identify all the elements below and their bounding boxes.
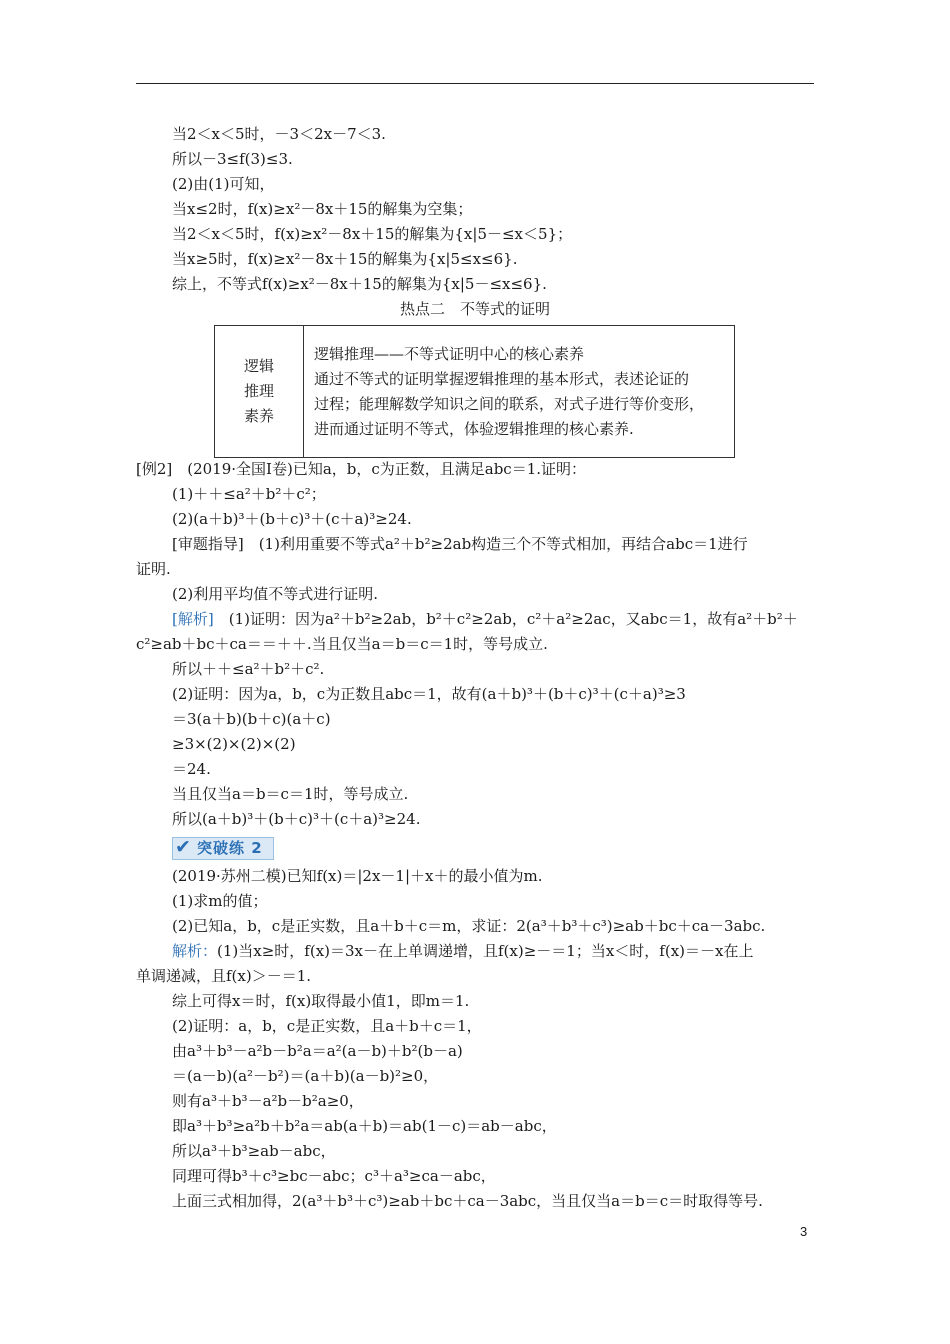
text-line: (2019·苏州二模)已知f(x)＝|2x－1|＋x＋的最小值为m. <box>172 867 543 885</box>
literacy-table <box>214 325 735 458</box>
text-line: (2)由(1)可知， <box>172 175 275 193</box>
text-line: 综上，不等式f(x)≥x²－8x＋15的解集为{x|5－≤x≤6}. <box>172 275 547 293</box>
body-line: 通过不等式的证明掌握逻辑推理的基本形式，表述论证的 <box>314 369 690 388</box>
text-line: 即a³＋b³≥a²b＋b²a＝ab(a＋b)＝ab(1－c)＝ab－abc， <box>172 1117 557 1135</box>
text-line: (1)＋＋≤a²＋b²＋c²； <box>172 485 326 503</box>
badge-label: 突破练 2 <box>197 839 263 857</box>
text-line: 当x≤2时，f(x)≥x²－8x＋15的解集为空集； <box>172 200 473 218</box>
text-line: 所以＋＋≤a²＋b²＋c². <box>172 660 325 678</box>
body-line: 过程；能理解数学知识之间的联系，对式子进行等价变形， <box>314 394 705 413</box>
text-line: (1)求m的值； <box>172 892 268 910</box>
text-line: 证明. <box>136 560 171 578</box>
text-line: 当2＜x＜5时，－3＜2x－7＜3. <box>172 125 386 143</box>
text-line: (2)(a＋b)³＋(b＋c)³＋(c＋a)³≥24. <box>172 510 412 528</box>
header-line: 推理 <box>243 382 274 400</box>
text-line: 所以－3≤f(3)≤3. <box>172 150 293 168</box>
example-heading: [例2] (2019·全国Ⅰ卷)已知a，b，c为正数，且满足abc＝1.证明： <box>136 460 587 478</box>
answer-text: (1)当x≥时，f(x)＝3x－在上单调递增，且f(x)≥－＝1；当x＜时，f(x)＝－x在上 <box>217 942 754 960</box>
header-rule <box>136 83 814 84</box>
text-line: 所以a³＋b³≥ab－abc， <box>172 1142 336 1160</box>
text-line: 当x≥5时，f(x)≥x²－8x＋15的解集为{x|5≤x≤6}. <box>172 250 518 268</box>
solution-tag: [解析] <box>172 610 214 628</box>
text-line: 则有a³＋b³－a²b－b²a≥0， <box>172 1092 364 1110</box>
page-number: 3 <box>800 1224 808 1239</box>
text-line: (2)证明：a，b，c是正实数，且a＋b＋c＝1， <box>172 1017 482 1035</box>
text-line: (2)证明：因为a，b，c为正数且abc＝1，故有(a＋b)³＋(b＋c)³＋(c＋a)³≥3 <box>172 685 686 703</box>
text-line: 同理可得b³＋c³≥bc－abc；c³＋a³≥ca－abc， <box>172 1167 496 1185</box>
text-line: ＝(a－b)(a²－b²)＝(a＋b)(a－b)²≥0， <box>172 1067 439 1085</box>
text-line: 当且仅当a＝b＝c＝1时，等号成立. <box>172 785 409 803</box>
body-line: 逻辑推理——不等式证明中心的核心素养 <box>314 344 585 363</box>
literacy-table-body <box>304 326 735 458</box>
guide-heading: [审题指导] (1)利用重要不等式a²＋b²≥2ab构造三个不等式相加，再结合abc＝1进行 <box>172 535 748 553</box>
text-line: 单调递减，且f(x)＞－＝1. <box>136 967 312 985</box>
text-line: 所以(a＋b)³＋(b＋c)³＋(c＋a)³≥24. <box>172 810 421 828</box>
answer-line <box>172 940 753 962</box>
text-line: c²≥ab＋bc＋ca＝＝＋＋.当且仅当a＝b＝c＝1时，等号成立. <box>136 635 548 653</box>
check-icon: ✔ <box>175 836 191 858</box>
header-line: 素养 <box>243 407 274 425</box>
solution-text: (1)证明：因为a²＋b²≥2ab，b²＋c²≥2ab，c²＋a²≥2ac，又abc＝1，故有a²＋b²＋ <box>213 610 798 628</box>
text-line: (2)利用平均值不等式进行证明. <box>172 585 379 603</box>
practice-badge <box>172 836 274 859</box>
header-line: 逻辑 <box>243 357 274 375</box>
text-line: 上面三式相加得，2(a³＋b³＋c³)≥ab＋bc＋ca－3abc，当且仅当a＝b＝c＝时取得等号. <box>172 1192 763 1210</box>
answer-tag: 解析： <box>172 942 218 960</box>
text-line: (2)已知a，b，c是正实数，且a＋b＋c＝m，求证：2(a³＋b³＋c³)≥ab＋bc＋ca－3abc. <box>172 917 766 935</box>
section-title: 热点二 不等式的证明 <box>399 300 550 318</box>
text-line: ≥3×(2)×(2)×(2) <box>172 735 296 753</box>
literacy-table-header <box>215 326 304 458</box>
solution-line <box>172 608 798 630</box>
body-line: 进而通过证明不等式，体验逻辑推理的核心素养. <box>314 419 634 438</box>
text-line: 当2＜x＜5时，f(x)≥x²－8x＋15的解集为{x|5－≤x＜5}； <box>172 225 573 243</box>
text-line: 综上可得x＝时，f(x)取得最小值1，即m＝1. <box>172 992 470 1010</box>
text-line: ＝24. <box>172 760 211 778</box>
text-line: 由a³＋b³－a²b－b²a＝a²(a－b)＋b²(b－a) <box>172 1042 463 1060</box>
text-line: ＝3(a＋b)(b＋c)(a＋c) <box>172 710 331 728</box>
